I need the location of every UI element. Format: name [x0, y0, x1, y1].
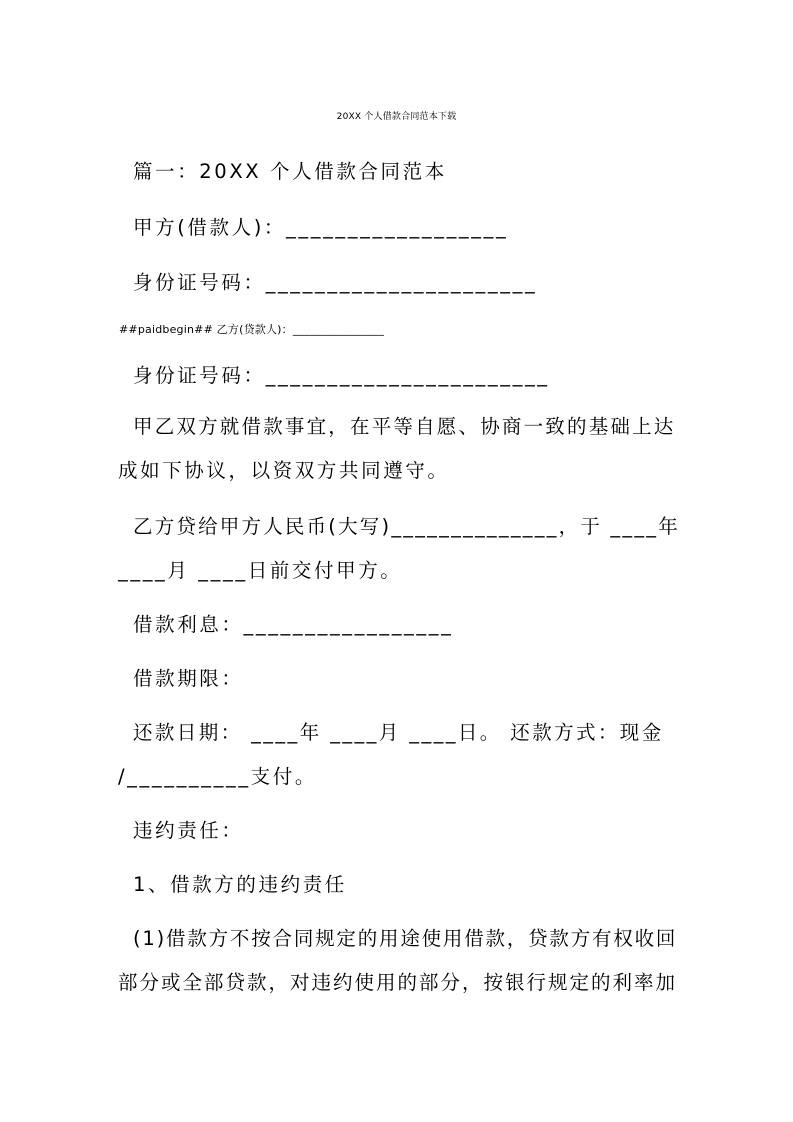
loan-amount-line: 乙方贷给甲方人民币(大写)______________，于 ____年	[133, 515, 680, 538]
clause-line: 部分或全部贷款，对违约使用的部分，按银行规定的利率加	[118, 971, 678, 994]
term-line: 借款期限：	[133, 667, 244, 690]
interest-line: 借款利息：_________________	[133, 613, 454, 636]
section-heading: 篇一：20XX 个人借款合同范本	[133, 160, 447, 183]
document-title: 20XX 个人借款合同范本下载	[336, 112, 457, 122]
paragraph-line: 甲乙双方就借款事宜，在平等自愿、协商一致的基础上达	[133, 415, 676, 438]
repayment-line: /__________支付。	[118, 765, 317, 788]
liability-heading: 违约责任：	[133, 819, 244, 842]
party-a-id-line: 身份证号码：______________________	[133, 271, 538, 294]
party-b-id-line: 身份证号码：_______________________	[133, 364, 550, 387]
clause-line: (1)借款方不按合同规定的用途使用借款，贷款方有权收回	[133, 927, 678, 950]
party-a-line: 甲方(借款人)：__________________	[133, 216, 509, 239]
clause-heading: 1、借款方的违约责任	[133, 873, 347, 896]
party-b-line: ##paidbegin## 乙方(贷款人)：________________	[119, 323, 385, 336]
paragraph-line: 成如下协议，以资双方共同遵守。	[118, 459, 450, 482]
repayment-line: 还款日期： ____年 ____月 ____日。 还款方式：现金	[133, 721, 664, 744]
loan-amount-line: ____月 ____日前交付甲方。	[118, 559, 403, 582]
